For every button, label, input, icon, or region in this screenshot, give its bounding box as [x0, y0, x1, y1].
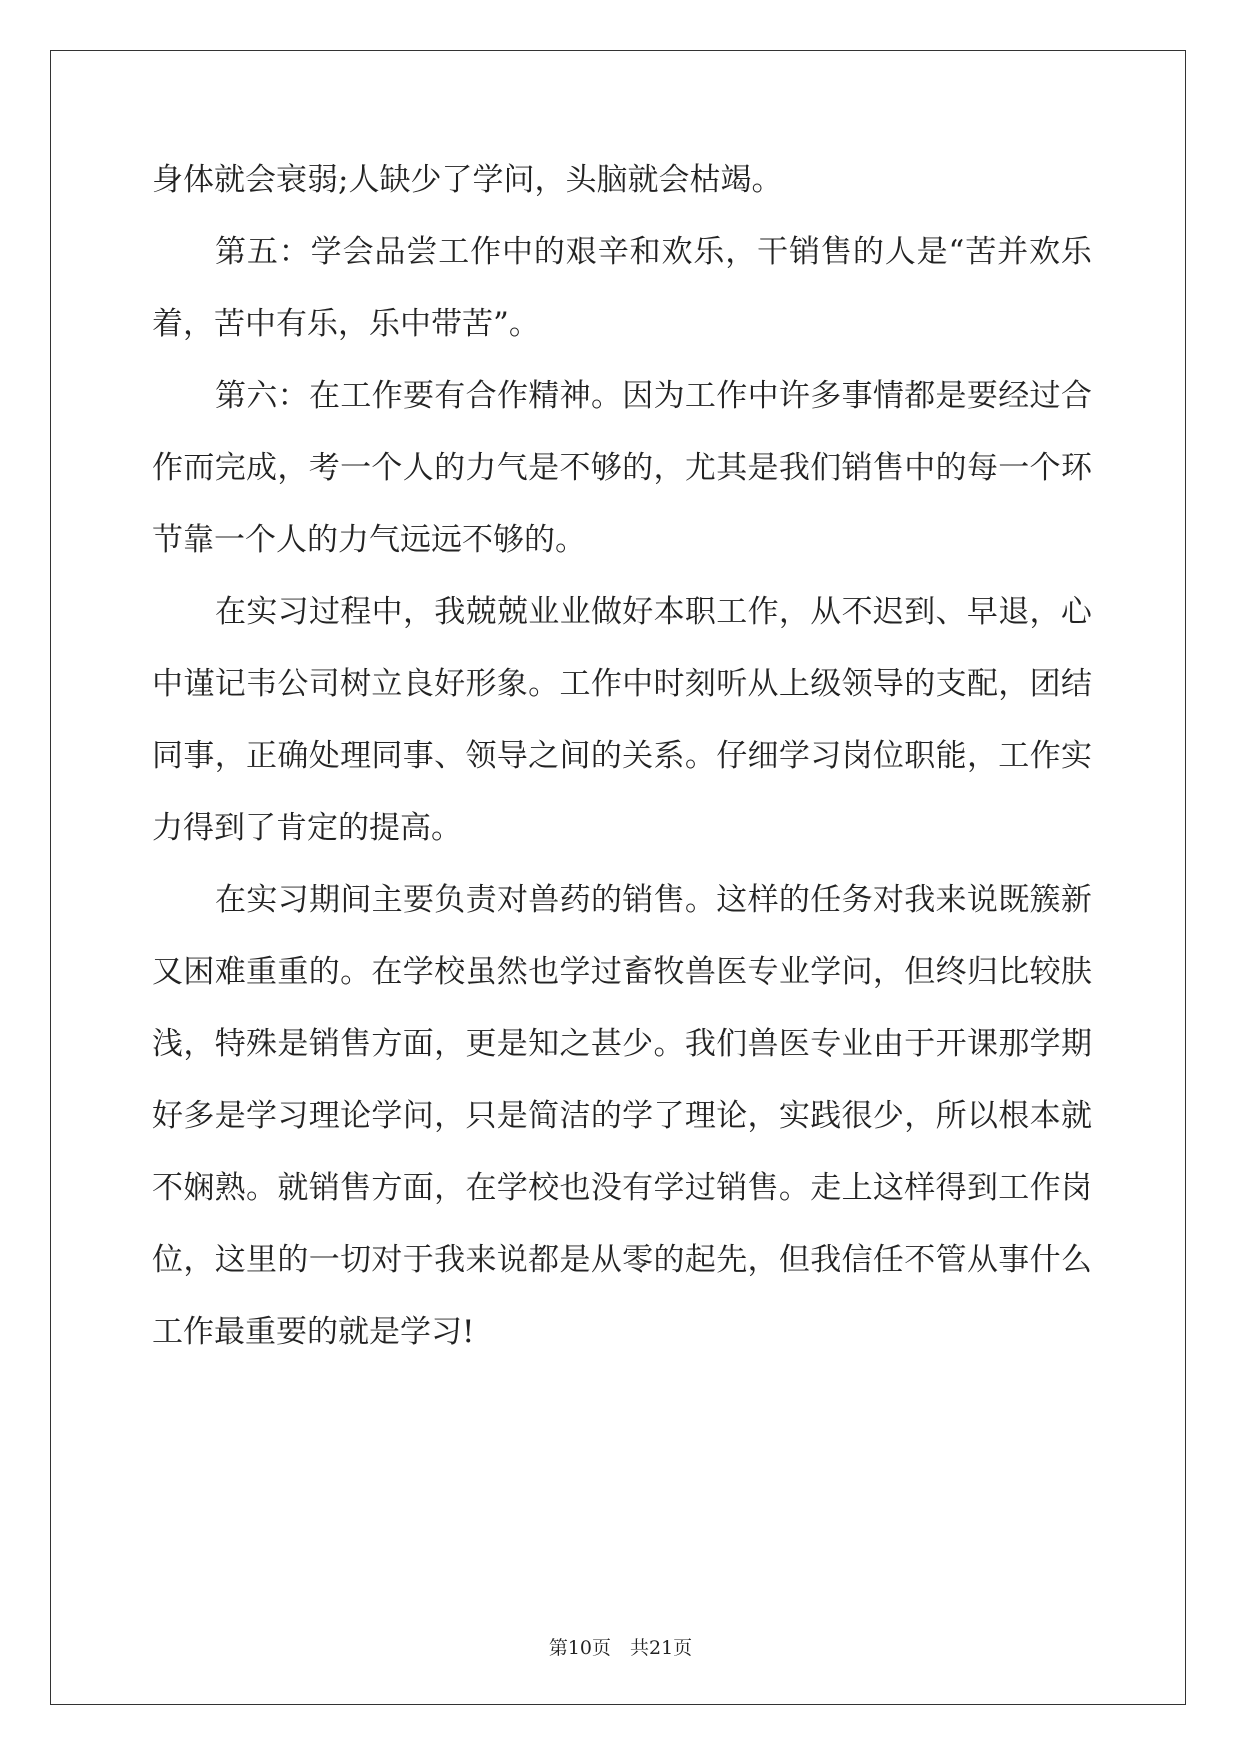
text-line: 第 六 ： 在 工 作 要 有 合 作 精 神 。 因 为 工 作 中 许 多 事 情 都 是 要 经 过 合 [215, 378, 1092, 414]
page-number-footer: 第10页 共21页 [548, 1637, 693, 1659]
text-line: 节靠一个人的力气远远不够的。 [152, 522, 586, 558]
text-line: 作 而 完 成 ， 考 一 个 人 的 力 气 是 不 够 的 ， 尤 其 是 我 们 销 售 中 的 每 一 个 环 [152, 450, 1092, 486]
text-line: 位 ， 这 里 的 一 切 对 于 我 来 说 都 是 从 零 的 起 先 ， 但 我 信 任 不 管 从 事 什 么 [152, 1242, 1092, 1278]
page-border [50, 50, 1186, 1705]
text-line: 力得到了肯定的提高。 [152, 810, 462, 846]
text-line: 着，苦中有乐，乐中带苦”。 [152, 306, 540, 342]
text-line: 不 娴 熟 。 就 销 售 方 面 ， 在 学 校 也 没 有 学 过 销 售 。 走 上 这 样 得 到 工 作 岗 [152, 1170, 1092, 1206]
text-line: 中 谨 记 韦 公 司 树 立 良 好 形 象 。 工 作 中 时 刻 听 从 上 级 领 导 的 支 配 ， 团 结 [152, 666, 1092, 702]
text-line: 好 多 是 学 习 理 论 学 问 ， 只 是 简 洁 的 学 了 理 论 ， 实 践 很 少 ， 所 以 根 本 就 [152, 1098, 1092, 1134]
text-line: 浅 ， 特 殊 是 销 售 方 面 ， 更 是 知 之 甚 少 。 我 们 兽 医 专 业 由 于 开 课 那 学 期 [152, 1026, 1092, 1062]
text-line: 身体就会衰弱;人缺少了学问，头脑就会枯竭。 [152, 162, 783, 198]
text-line: 在 实 习 期 间 主 要 负 责 对 兽 药 的 销 售 。 这 样 的 任 务 对 我 来 说 既 簇 新 [215, 882, 1092, 918]
text-line: 第 五 ： 学 会 品 尝 工 作 中 的 艰 辛 和 欢 乐 ， 干 销 售 的 人 是 “ 苦 并 欢 乐 [215, 234, 1092, 270]
text-line: 工作最重要的就是学习! [152, 1314, 475, 1350]
text-line: 又 困 难 重 重 的 。 在 学 校 虽 然 也 学 过 畜 牧 兽 医 专 业 学 问 ， 但 终 归 比 较 肤 [152, 954, 1092, 990]
text-line: 在 实 习 过 程 中 ， 我 兢 兢 业 业 做 好 本 职 工 作 ， 从 不 迟 到 、 早 退 ， 心 [215, 594, 1092, 630]
text-line: 同 事 ， 正 确 处 理 同 事 、 领 导 之 间 的 关 系 。 仔 细 学 习 岗 位 职 能 ， 工 作 实 [152, 738, 1092, 774]
